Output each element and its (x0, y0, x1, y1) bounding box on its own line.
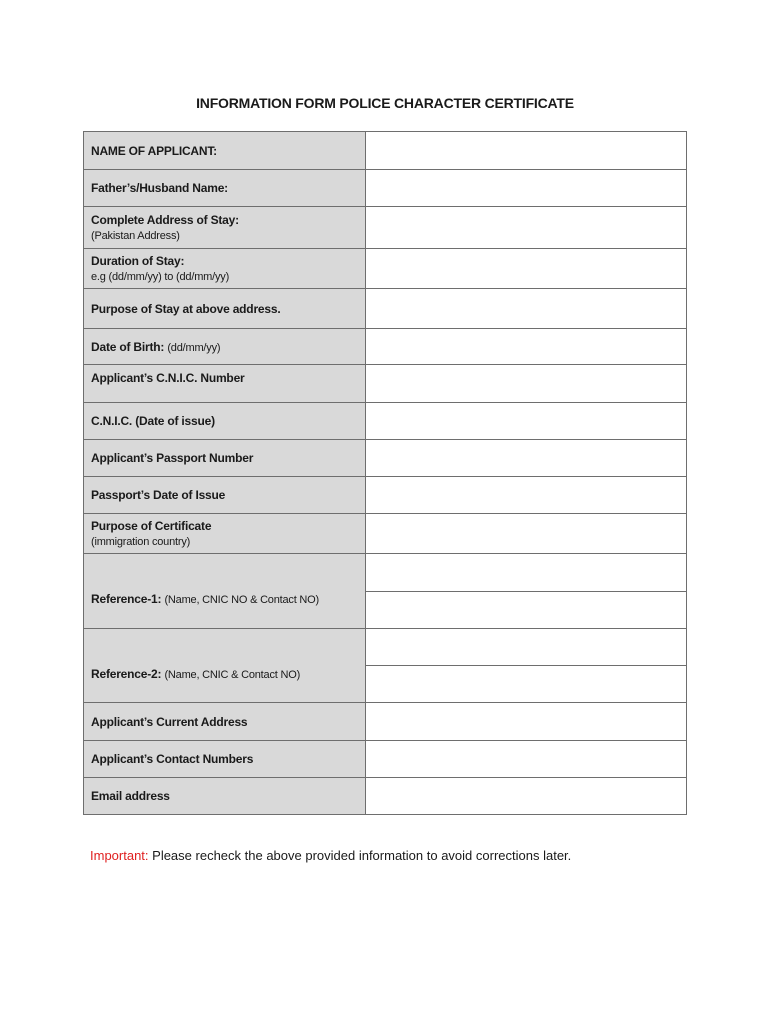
label-hint: (Name, CNIC & Contact NO) (164, 668, 301, 681)
label-reference-1 (84, 554, 366, 629)
row-reference-2 (84, 629, 687, 703)
label-duration-of-stay (84, 249, 366, 289)
reference-1-cell (366, 554, 687, 629)
reference-2-fields (366, 629, 686, 702)
reference-1-line-1-field[interactable] (366, 554, 686, 591)
label-name-of-applicant (84, 132, 366, 170)
label-email-address (84, 778, 366, 815)
label-text: Duration of Stay: (91, 254, 185, 268)
date-of-birth-field[interactable] (366, 329, 687, 365)
label-hint: (Pakistan Address) (91, 230, 180, 242)
duration-of-stay-field[interactable] (366, 249, 687, 289)
row-reference-1 (84, 554, 687, 629)
passport-number-field[interactable] (366, 440, 687, 477)
current-address-field[interactable] (366, 703, 687, 741)
label-text: C.N.I.C. (Date of issue) (91, 414, 215, 428)
row-complete-address (84, 207, 687, 249)
row-date-of-birth (84, 329, 687, 365)
label-text: Email address (91, 789, 170, 803)
reference-2-line-2-field[interactable] (366, 665, 686, 702)
reference-1-line-2-field[interactable] (366, 591, 686, 629)
form-title: INFORMATION FORM POLICE CHARACTER CERTIFICATE (196, 95, 574, 111)
label-hint: (Name, CNIC NO & Contact NO) (164, 594, 319, 606)
label-text: Complete Address of Stay: (91, 213, 239, 227)
label-text: Reference-2: (91, 666, 162, 681)
label-text: Passport’s Date of Issue (91, 488, 226, 502)
label-hint: (dd/mm/yy) (167, 341, 221, 354)
row-cnic-number (84, 365, 687, 403)
label-hint: (immigration country) (91, 536, 191, 548)
important-note (90, 848, 571, 863)
label-text: Applicant’s Contact Numbers (91, 752, 254, 766)
reference-2-line-1-field[interactable] (366, 629, 686, 665)
row-current-address (84, 703, 687, 741)
row-email-address (84, 778, 687, 815)
row-purpose-of-certificate (84, 514, 687, 554)
purpose-of-stay-field[interactable] (366, 289, 687, 329)
label-father-husband-name (84, 170, 366, 207)
row-name-of-applicant (84, 132, 687, 170)
label-current-address (84, 703, 366, 741)
row-duration-of-stay (84, 249, 687, 289)
label-purpose-of-certificate (84, 514, 366, 554)
label-text: Applicant’s C.N.I.C. Number (91, 371, 245, 385)
label-cnic-number (84, 365, 366, 403)
information-form-table (83, 131, 687, 815)
row-passport-date-of-issue (84, 477, 687, 514)
passport-date-of-issue-field[interactable] (366, 477, 687, 514)
label-reference-2 (84, 629, 366, 703)
cnic-number-field[interactable] (366, 365, 687, 403)
name-of-applicant-field[interactable] (366, 132, 687, 170)
important-note-text: Please recheck the above provided information to avoid corrections later. (148, 848, 572, 863)
label-text: Date of Birth: (91, 339, 165, 354)
label-complete-address (84, 207, 366, 249)
label-passport-number (84, 440, 366, 477)
label-text: Applicant’s Current Address (91, 714, 248, 729)
father-husband-name-field[interactable] (366, 170, 687, 207)
label-cnic-date-of-issue (84, 403, 366, 440)
contact-numbers-field[interactable] (366, 741, 687, 778)
row-contact-numbers (84, 741, 687, 778)
label-text: Reference-1: (91, 592, 162, 606)
label-text: Purpose of Certificate (91, 519, 212, 533)
important-label: Important: (90, 848, 149, 863)
reference-1-fields (366, 554, 686, 628)
reference-2-cell (366, 629, 687, 703)
label-text: NAME OF APPLICANT: (91, 143, 217, 158)
label-date-of-birth (84, 329, 366, 365)
label-purpose-of-stay (84, 289, 366, 329)
row-passport-number (84, 440, 687, 477)
row-cnic-date-of-issue (84, 403, 687, 440)
cnic-date-of-issue-field[interactable] (366, 403, 687, 440)
label-contact-numbers (84, 741, 366, 778)
email-address-field[interactable] (366, 778, 687, 815)
row-father-husband-name (84, 170, 687, 207)
purpose-of-certificate-field[interactable] (366, 514, 687, 554)
label-passport-date-of-issue (84, 477, 366, 514)
label-text: Applicant’s Passport Number (91, 451, 254, 465)
row-purpose-of-stay (84, 289, 687, 329)
label-hint: e.g (dd/mm/yy) to (dd/mm/yy) (91, 271, 230, 283)
label-text: Purpose of Stay at above address. (91, 301, 281, 316)
label-text: Father’s/Husband Name: (91, 181, 228, 195)
complete-address-field[interactable] (366, 207, 687, 249)
